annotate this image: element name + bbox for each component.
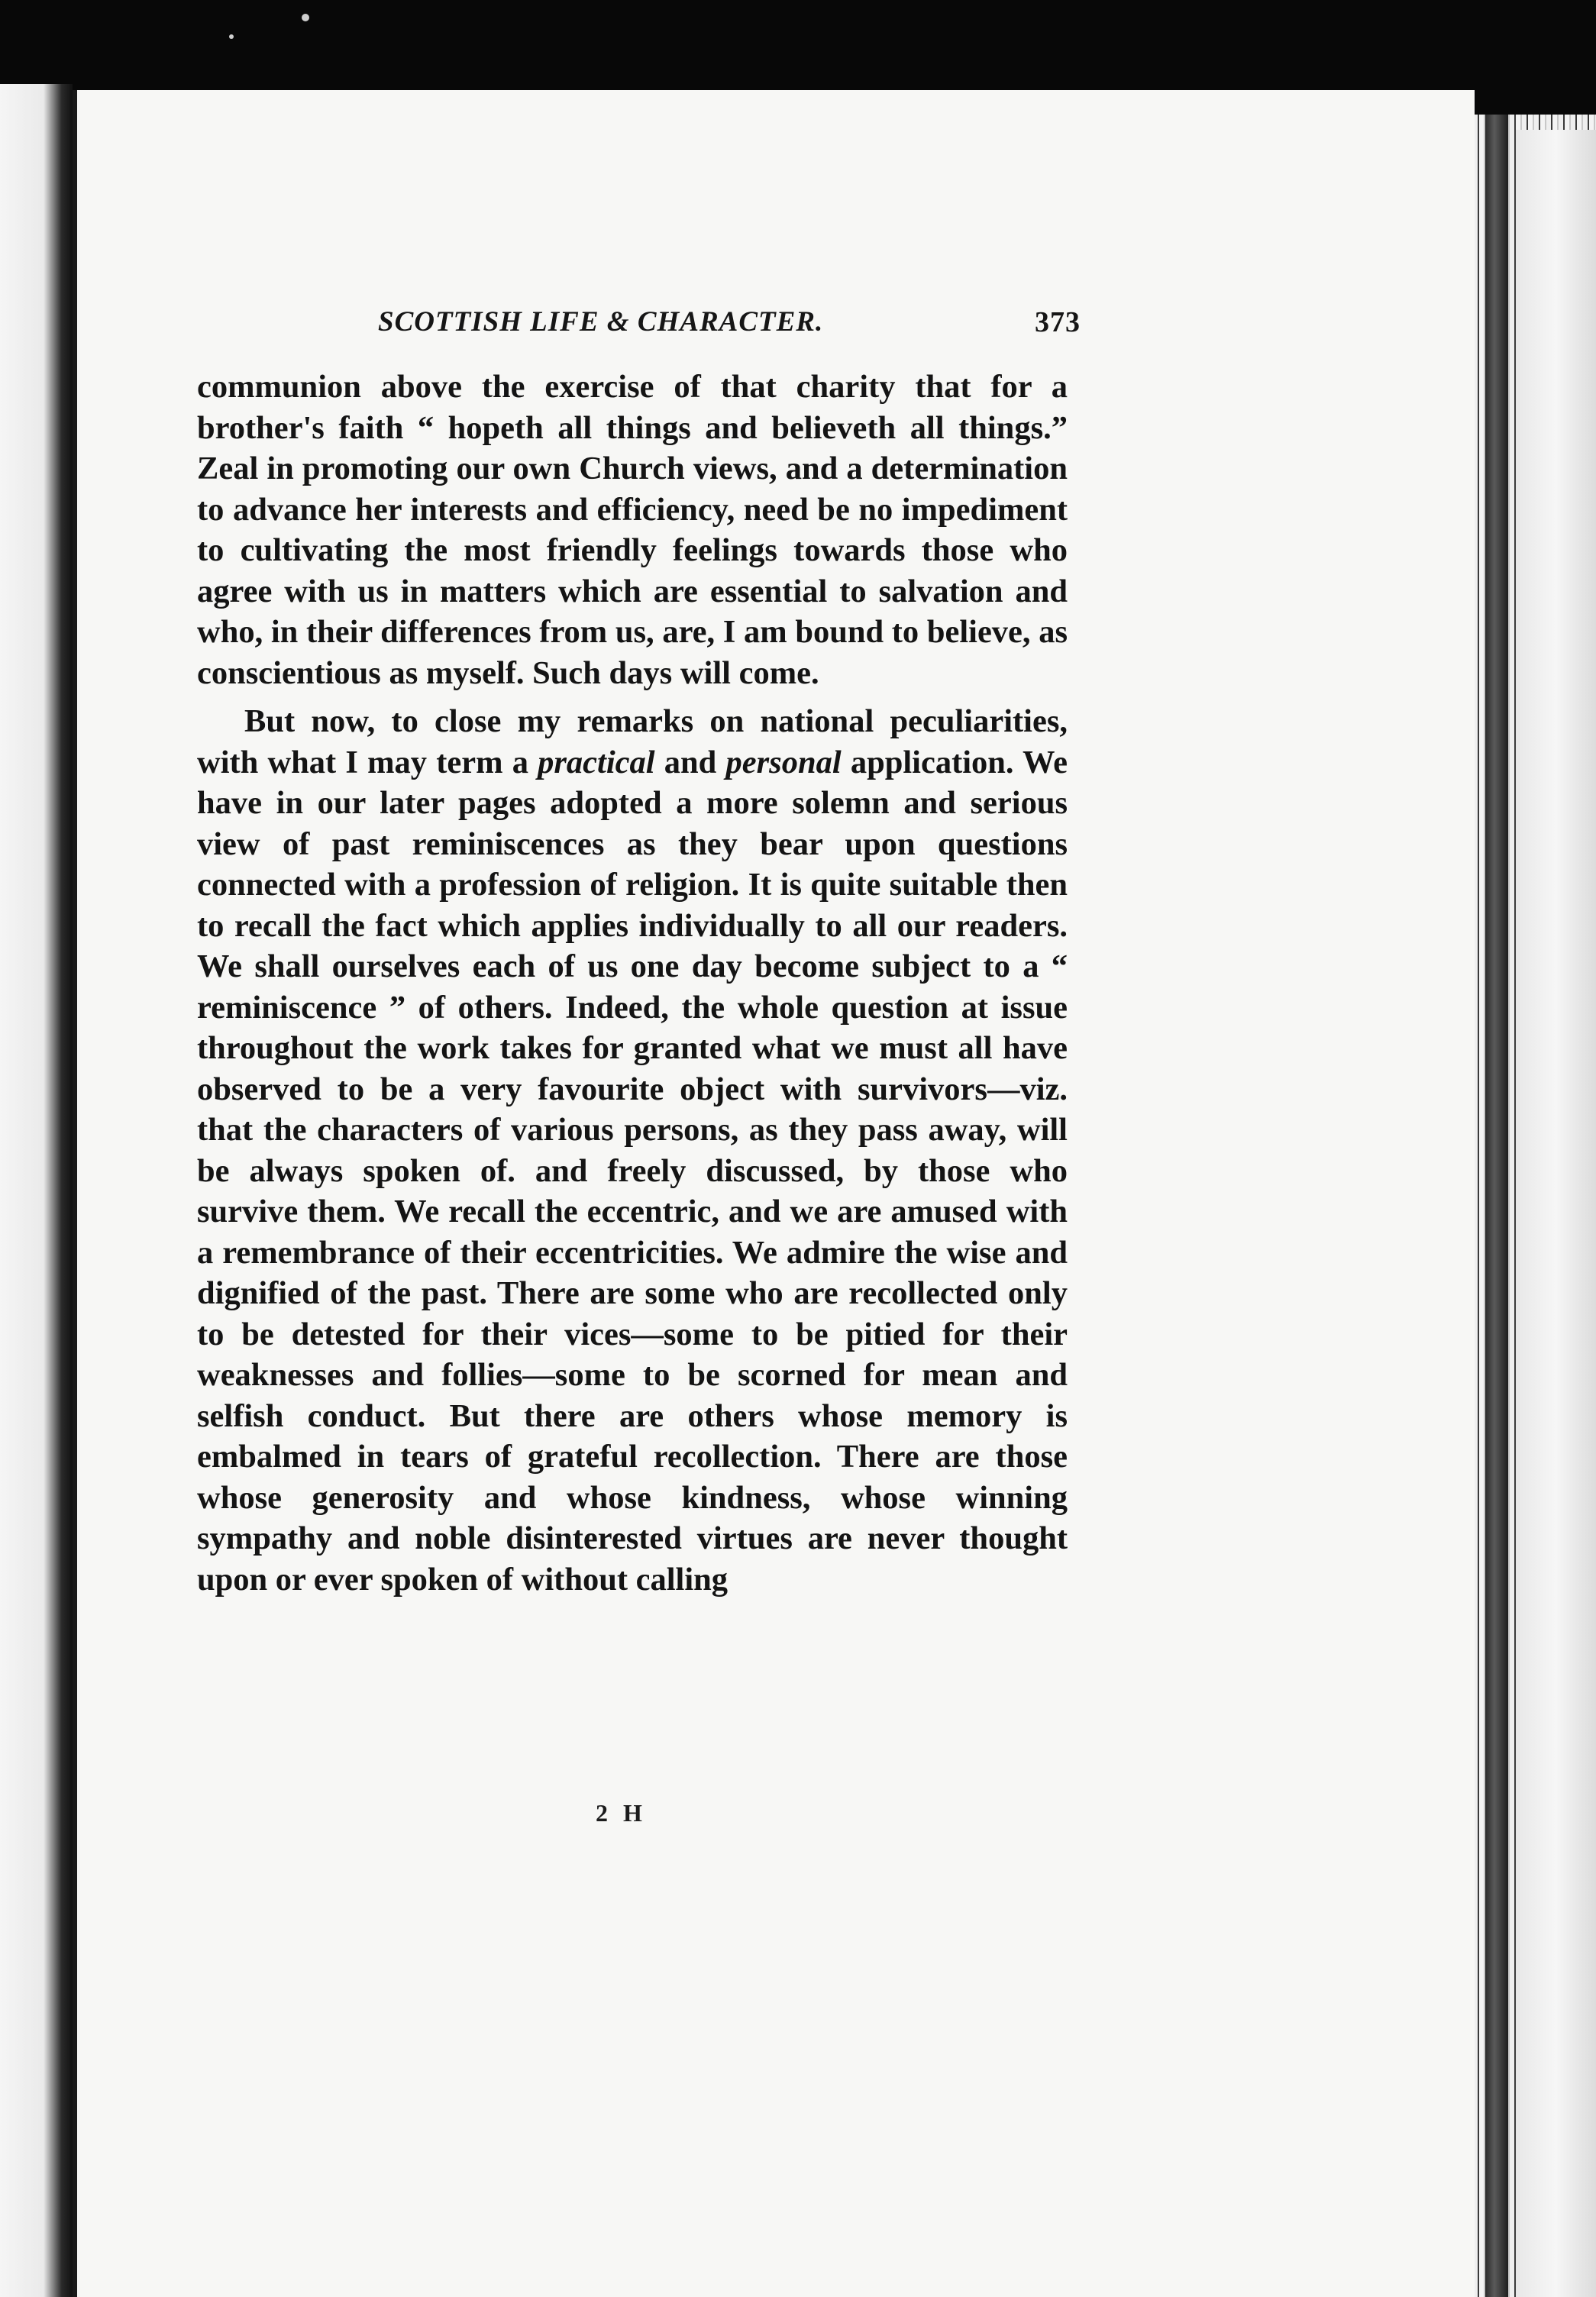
italic-text: personal — [725, 744, 842, 780]
body-text — [197, 367, 1068, 1600]
italic-text: practical — [538, 744, 655, 780]
running-head — [378, 305, 1081, 351]
signature-mark: 2 H — [596, 1799, 647, 1827]
paragraph — [197, 367, 1068, 693]
text-run: and — [654, 744, 726, 780]
page-stack-shadow — [1485, 115, 1508, 2297]
page-number: 373 — [1035, 306, 1081, 338]
text-run: But now, to close my remarks on national peculiarities, with what I may term a — [197, 703, 1068, 780]
scan-speck — [229, 34, 234, 39]
running-head-title: SCOTTISH LIFE & CHARACTER. — [378, 306, 824, 338]
page-stack-highlight — [1516, 130, 1596, 2297]
scan-speck — [302, 14, 309, 21]
text-run: application. We have in our later pages adopted a more solemn and serious view of past reminiscences as they bear upon questions connected with a profession of religion. It is quite suitable then to recall the fact which applies individually to all our readers. We shall ourselves each of us one day become subject to a “ reminiscence ” of others. Indeed, the whole question at issue throughout the work takes for granted what we must all have observed to be a very favourite object with survivors—viz. that the characters of various persons, as they pass away, will be always spoken of. and freely discussed, by those who survive them. We recall the eccentric, and we are amused with a remembrance of their eccentricities. We admire the wise and dignified of the past. There are some who are recollected only to be detested for their vices—some to be pitied for their weaknesses and follies—some to be scorned for mean and selfish conduct. But there are others whose memory is embalmed in tears of grateful recollection. There are those whose generosity and whose kindness, whose winning sympathy and noble disinterested virtues are never thought upon or ever spoken of without calling — [197, 744, 1068, 1598]
facing-page-edge — [0, 84, 73, 2297]
paragraph — [197, 701, 1068, 1600]
text-run: communion above the exercise of that charity that for a brother's faith “ hopeth all things and believeth all things.” Zeal in promoting our own Church views, and a determination to advance her interests and efficiency, need be no impediment to cultivating the most friendly feelings towards those who agree with us in matters which are essential to salvation and who, in their differences from us, are, I am bound to believe, as conscientious as myself. Such days will come. — [197, 369, 1068, 691]
